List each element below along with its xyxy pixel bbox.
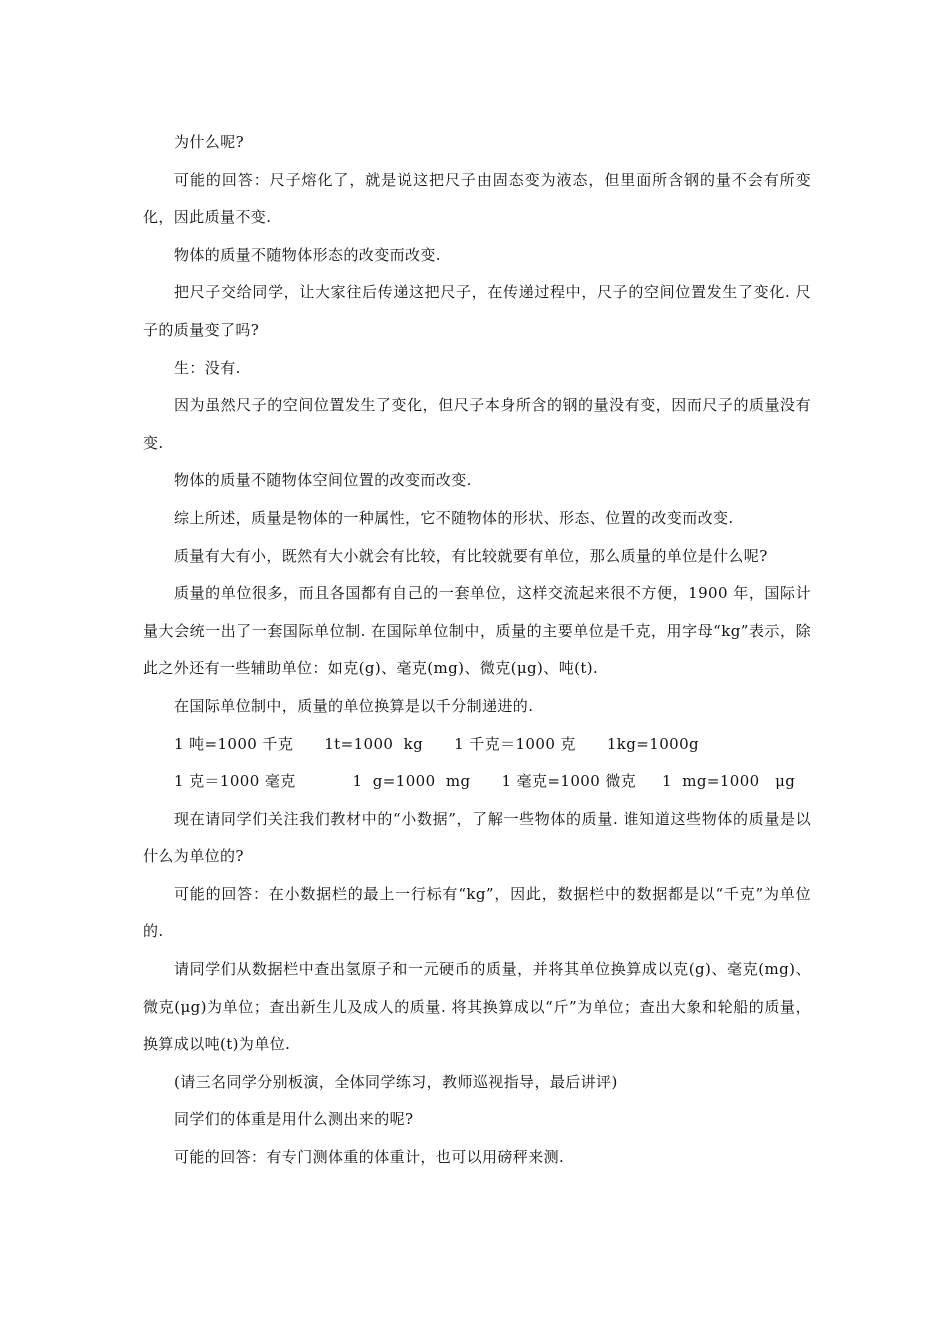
paragraph: 把尺子交给同学，让大家往后传递这把尺子，在传递过程中，尺子的空间位置发生了变化. 尺子的质量变了吗?: [143, 283, 811, 339]
paragraph: 质量有大有小，既然有大小就会有比较，有比较就要有单位，那么质量的单位是什么呢?: [174, 546, 768, 565]
paragraph: 因为虽然尺子的空间位置发生了变化，但尺子本身所含的钢的量没有变，因而尺子的质量没有变.: [143, 396, 811, 452]
paragraph: (请三名同学分别板演，全体同学练习，教师巡视指导，最后讲评): [174, 1072, 618, 1091]
paragraph: 质量的单位很多，而且各国都有自己的一套单位，这样交流起来很不方便，1900 年，国际计量大会统一出了一套国际单位制. 在国际单位制中，质量的主要单位是千克，用字母“kg”表示，除此之外还有一些辅助单位：如克(g)、毫克(mg)、微克(μg)、吨(t).: [143, 584, 811, 678]
paragraph: 在国际单位制中，质量的单位换算是以千分制递进的.: [174, 696, 534, 715]
paragraph: 为什么呢?: [174, 133, 245, 151]
paragraph: 同学们的体重是用什么测出来的呢?: [174, 1110, 414, 1129]
unit-conversion-row: 1 克＝1000 毫克 1 g=1000 mg 1 毫克=1000 微克 1 mg=1000 μg: [174, 772, 796, 791]
paragraph: 现在请同学们关注我们教材中的“小数据”，了解一些物体的质量. 谁知道这些物体的质量是以什么为单位的?: [143, 809, 811, 866]
paragraph: 生：没有.: [174, 358, 241, 377]
paragraph: 物体的质量不随物体形态的改变而改变.: [174, 245, 441, 264]
paragraph: 可能的回答：在小数据栏的最上一行标有“kg”，因此，数据栏中的数据都是以“千克”为单位的.: [143, 884, 811, 941]
paragraph: 物体的质量不随物体空间位置的改变而改变.: [174, 471, 472, 490]
document-body: [143, 124, 811, 1177]
paragraph: 请同学们从数据栏中查出氢原子和一元硬币的质量，并将其单位换算成以克(g)、毫克(mg)、微克(μg)为单位；查出新生儿及成人的质量. 将其换算成以“斤”为单位；查出大象和轮船的质量，换算成以吨(t)为单位.: [143, 960, 811, 1054]
paragraph: 可能的回答：尺子熔化了，就是说这把尺子由固态变为液态，但里面所含钢的量不会有所变化，因此质量不变.: [143, 170, 811, 227]
paragraph: 可能的回答：有专门测体重的体重计，也可以用磅秤来测.: [174, 1148, 565, 1167]
paragraph: 综上所述，质量是物体的一种属性，它不随物体的形状、形态、位置的改变而改变.: [174, 508, 734, 527]
unit-conversion-row: 1 吨=1000 千克 1t=1000 kg 1 千克＝1000 克 1kg=1000g: [174, 734, 700, 753]
